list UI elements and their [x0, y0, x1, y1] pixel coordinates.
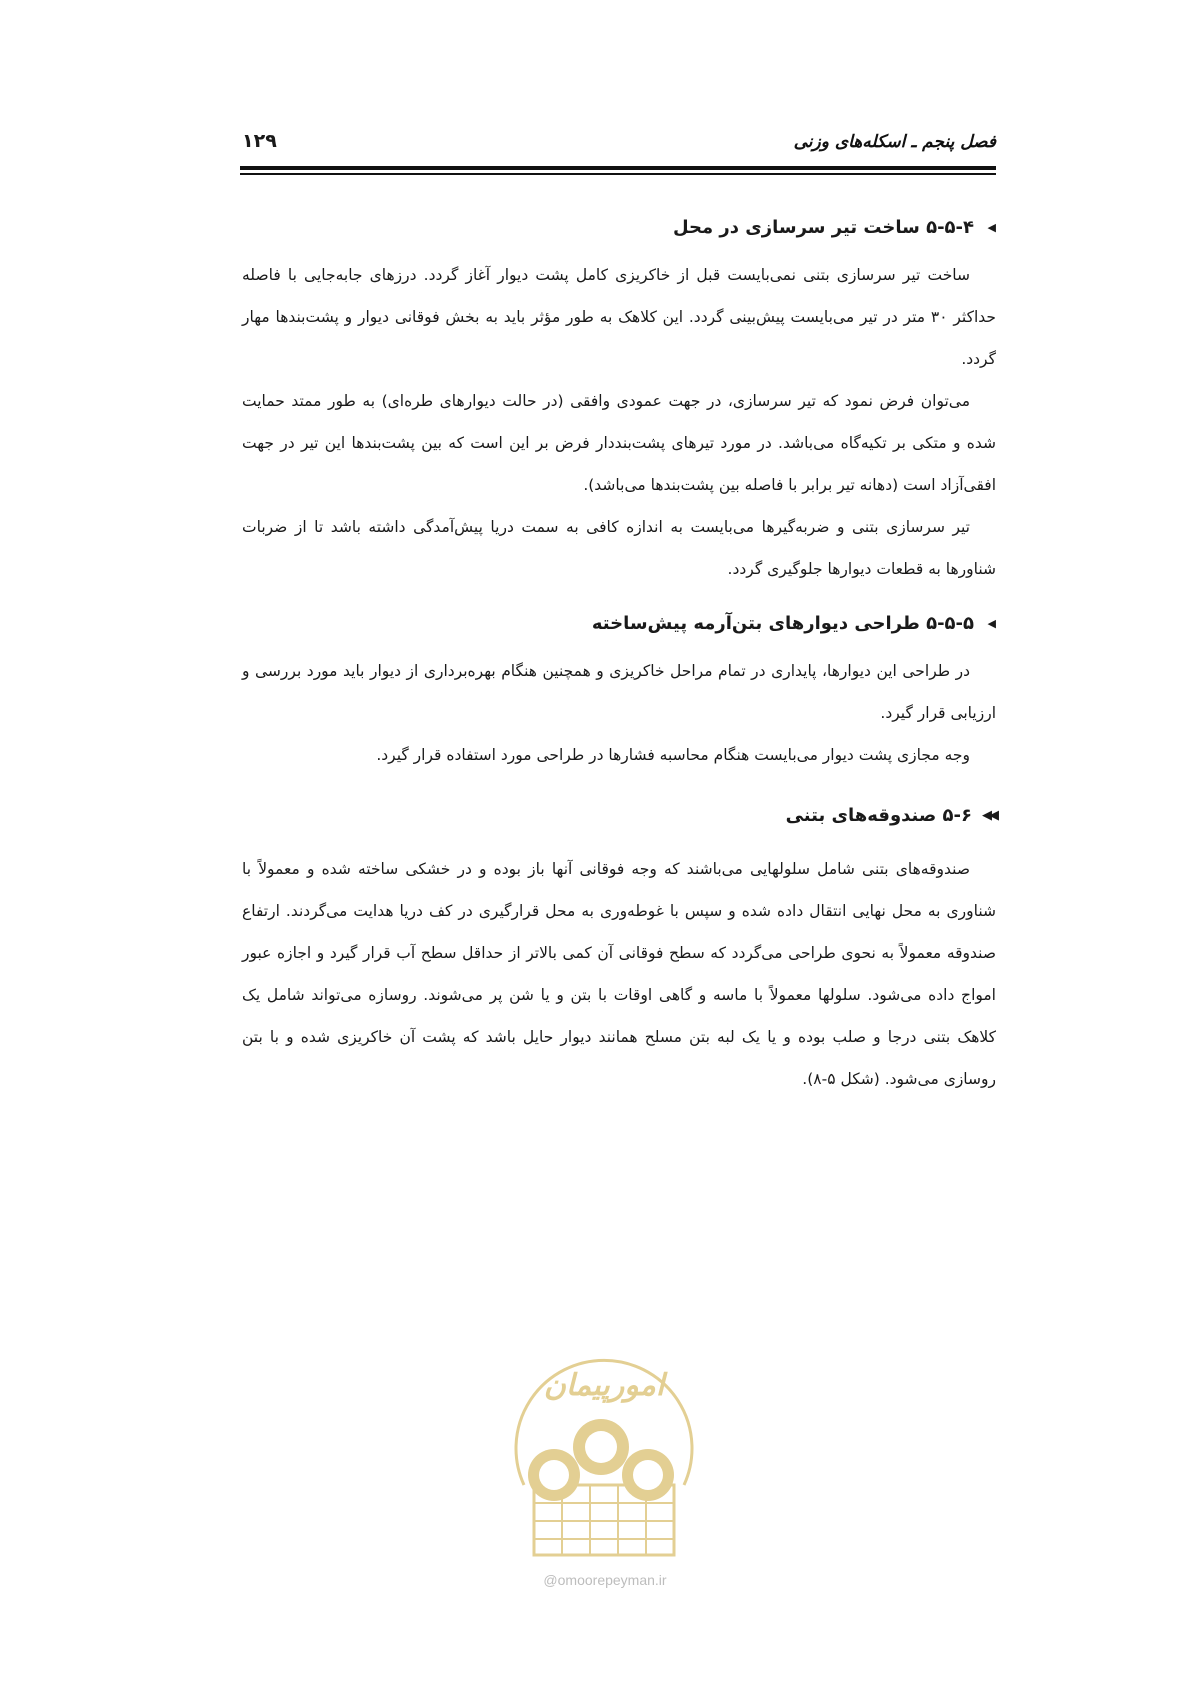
paragraph: ساخت تیر سرسازی بتنی نمی‌بایست قبل از خاکریزی کامل پشت دیوار آغاز گردد. درزهای جابه‌جایی با فاصله حداکثر ۳۰ متر در تیر می‌بایست پیش‌بینی گردد. این کلاهک به طور مؤثر باید به بخش فوقانی دیوار و پشت‌بندها مهار گردد. — [242, 266, 996, 368]
paragraph: صندوقه‌های بتنی شامل سلولهایی می‌باشند که وجه فوقانی آنها باز بوده و در خشکی ساخته شده و معمولاً با شناوری به محل نهایی انتقال داده شده و سپس با غوطه‌وری به محل قرارگیری در کف دریا هدایت می‌گردند. ارتفاع صندوقه معمولاً به نحوی طراحی می‌گردد که سطح فوقانی آن کمی بالاتر از حداقل سطح آب قرار گیرد و اجازه عبور امواج داده می‌شود. سلولها معمولاً با ماسه و گاهی اوقات با بتن و یا شن پر می‌شوند. روسازه می‌تواند شامل یک کلاهک بتنی درجا و صلب بوده و یا یک لبه بتن مسلح همانند دیوار حایل باشد که پشت آن خاکریزی شده و با بتن روسازی می‌شود. (شکل ۵-۸). — [242, 860, 996, 1088]
triangle-bullet-icon: ◀ — [987, 220, 996, 234]
watermark-logo-text: امورپیمان — [543, 1368, 665, 1403]
section-5-5-4 — [242, 212, 996, 590]
double-triangle-bullet-icon: ◀◀ — [982, 807, 996, 823]
section-heading — [242, 800, 996, 830]
section-heading-text: ۵-۶ صندوقه‌های بتنی — [785, 804, 972, 826]
section-5-6 — [242, 800, 996, 1100]
header-rule-thin — [240, 173, 996, 175]
section-heading — [242, 608, 996, 638]
watermark-url: @omoorepeyman.ir — [543, 1572, 667, 1588]
section-heading-text: ۵-۵-۴ ساخت تیر سرسازی در محل — [672, 216, 974, 238]
at-icon: @ — [543, 1572, 558, 1588]
paragraph: می‌توان فرض نمود که تیر سرسازی، در جهت عمودی وافقی (در حالت دیوارهای طره‌ای) به طور ممتد حمایت شده و متکی بر تکیه‌گاه می‌باشد. در مورد تیرهای پشت‌بنددار فرض بر این است که بین پشت‌بندها این تیر در جهت افقی‌آزاد است (دهانه تیر برابر با فاصله بین پشت‌بندها می‌باشد). — [242, 392, 996, 494]
page-number: ۱۲۹ — [242, 130, 277, 152]
paragraph: تیر سرسازی بتنی و ضربه‌گیرها می‌بایست به اندازه کافی به سمت دریا پیش‌آمدگی داشته باشد تا از ضربات شناورها به قطعات دیوارها جلوگیری گردد. — [242, 518, 996, 578]
watermark-logo — [494, 1335, 708, 1565]
page-header — [242, 128, 996, 162]
section-5-5-5 — [242, 608, 996, 776]
section-heading-text: ۵-۵-۵ طراحی دیوارهای بتن‌آرمه پیش‌ساخته — [591, 612, 974, 634]
main-content — [242, 212, 996, 1100]
section-heading — [242, 212, 996, 242]
paragraph: در طراحی این دیوارها، پایداری در تمام مراحل خاکریزی و همچنین هنگام بهره‌برداری از دیوار باید مورد بررسی و ارزیابی قرار گیرد. — [242, 662, 996, 722]
paragraph: وجه مجازی پشت دیوار می‌بایست هنگام محاسبه فشارها در طراحی مورد استفاده قرار گیرد. — [376, 746, 970, 764]
triangle-bullet-icon: ◀ — [987, 616, 996, 630]
header-rule-thick — [240, 166, 996, 170]
chapter-title: فصل پنجم ـ اسکله‌های وزنی — [793, 132, 996, 152]
